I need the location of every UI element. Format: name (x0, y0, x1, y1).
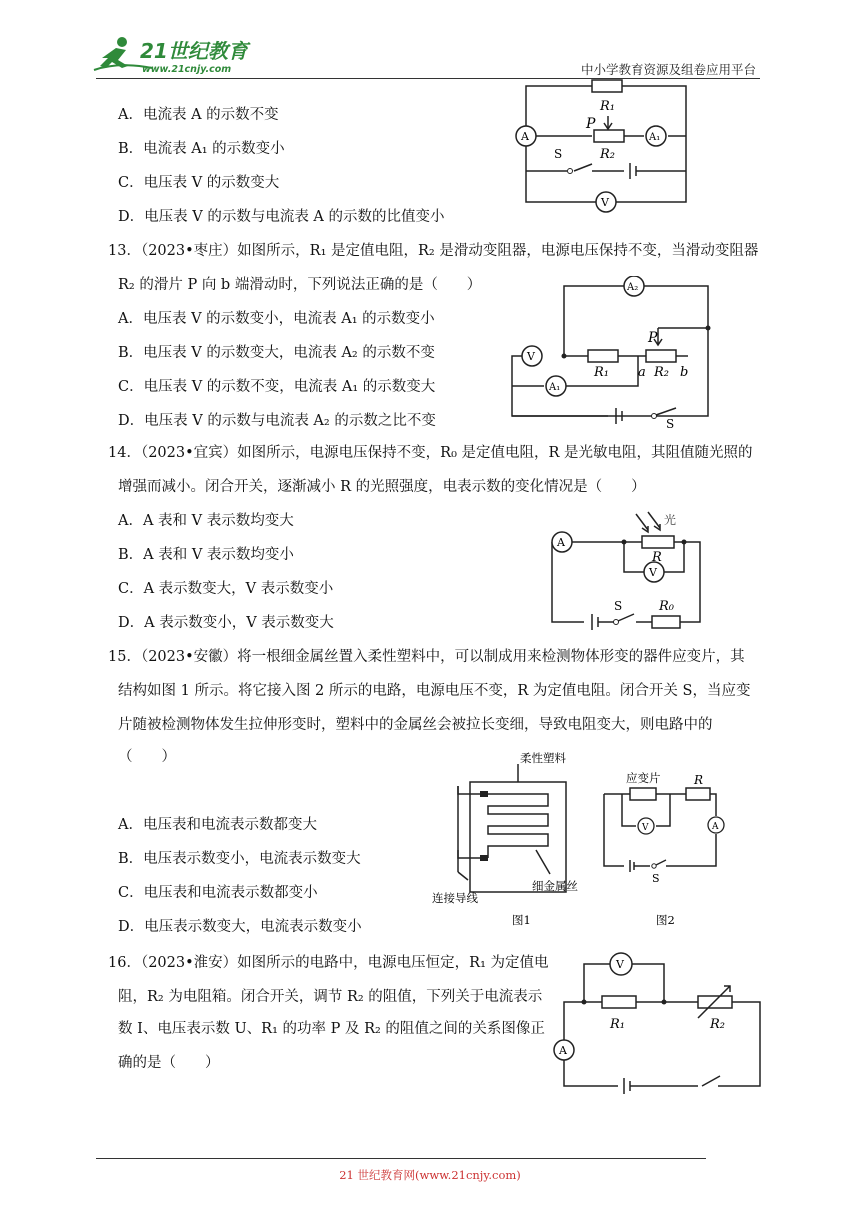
q15-caption-fig1: 图1 (512, 913, 531, 927)
q15-label-r: R (694, 773, 704, 787)
q15-label-a: A (712, 822, 719, 832)
q12-option-a: A．电流表 A 的示数不变 (118, 107, 279, 123)
q14-option-b: B．A 表和 V 表示数均变小 (118, 547, 294, 563)
logo-main-text: 21世纪教育 (140, 39, 248, 63)
q14-circuit-diagram (544, 506, 720, 636)
q12-label-a: A (521, 130, 529, 143)
q12-label-p: P (586, 116, 596, 132)
q15-option-b: B．电压表示数变小，电流表示数变大 (118, 851, 361, 867)
q12-label-r2: R₂ (600, 147, 615, 162)
q13-circuit-diagram (508, 276, 718, 428)
q13-label-s: S (666, 417, 675, 428)
q15-label-v: V (642, 823, 649, 833)
q12-option-b: B．电流表 A₁ 的示数变小 (118, 141, 285, 157)
q12-option-c: C．电压表 V 的示数变大 (118, 175, 280, 191)
q14-label-v: V (649, 566, 657, 579)
q14-stem-line2: 增强而减小。闭合开关，逐渐减小 R 的光照强度，电表示数的变化情况是（ ） (118, 479, 646, 495)
q16-stem-line3: 数 I、电压表示数 U、R₁ 的功率 P 及 R₂ 的阻值之间的关系图像正 (118, 1021, 545, 1037)
q12-option-d: D．电压表 V 的示数与电流表 A 的示数的比值变小 (118, 209, 445, 225)
q14-option-a: A．A 表和 V 表示数均变大 (118, 513, 294, 529)
q12-label-s: S (554, 147, 563, 161)
logo-url-text: www.21cnjy.com (142, 64, 232, 75)
q13-stem-line1: 13．（2023•枣庄）如图所示，R₁ 是定值电阻，R₂ 是滑动变阻器，电源电压保持不变，当滑动变阻器 (108, 243, 759, 259)
q14-option-d: D．A 表示数变小，V 表示数变大 (118, 615, 334, 631)
q15-label-plastic: 柔性塑料 (520, 751, 566, 765)
q15-label-wire-lead: 连接导线 (432, 891, 478, 905)
footer-link[interactable]: 21 世纪教育网(www.21cnjy.com) (339, 1168, 521, 1182)
q15-label-gauge: 应变片 (626, 771, 661, 785)
q13-label-a: a (638, 365, 646, 380)
q15-label-s: S (652, 872, 660, 885)
q12-resistor-r2 (594, 130, 624, 142)
q14-label-a: A (557, 536, 565, 549)
q14-stem-line1: 14．（2023•宜宾）如图所示，电源电压保持不变，R₀ 是定值电阻，R 是光敏电阻，其阻值随光照的 (108, 445, 753, 461)
q12-label-a1: A₁ (649, 132, 661, 143)
footer-rule (96, 1158, 706, 1159)
q16-label-r1: R₁ (610, 1017, 625, 1032)
q13-option-d: D．电压表 V 的示数与电流表 A₂ 的示数之比不变 (118, 413, 436, 429)
q12-resistor-r1 (592, 80, 622, 92)
q15-stem-line3: 片随被检测物体发生拉伸形变时，塑料中的金属丝会被拉长变细，导致电阻变大，则电路中的 (118, 717, 713, 733)
q14-label-s: S (614, 599, 623, 613)
q15-option-a: A．电压表和电流表示数都变大 (118, 817, 317, 833)
q15-stem-line2: 结构如图 1 所示。将它接入图 2 所示的电路，电源电压不变，R 为定值电阻。闭合开关 S，当应变 (118, 683, 751, 699)
q15-stem-line1: 15．（2023•安徽）将一根细金属丝置入柔性塑料中，可以制成用来检测物体形变的器件应变片，其 (108, 649, 745, 665)
q13-label-a1: A₁ (549, 382, 561, 393)
q13-label-p: P (648, 330, 658, 346)
q15-figure-2-circuit (596, 770, 728, 930)
q14-label-r0: R₀ (659, 599, 674, 614)
site-logo (92, 34, 262, 78)
q14-option-c: C．A 表示数变大，V 表示数变小 (118, 581, 334, 597)
q15-stem-line4: （ ） (118, 749, 176, 765)
q15-option-d: D．电压表示数变大，电流表示数变小 (118, 919, 362, 935)
q14-label-light: 光 (664, 513, 677, 527)
q13-label-a2: A₂ (627, 282, 639, 293)
q16-stem-line4: 确的是（ ） (118, 1055, 220, 1071)
q13-stem-line2: R₂ 的滑片 P 向 b 端滑动时，下列说法正确的是（ ） (118, 277, 482, 293)
q14-label-r: R (652, 550, 662, 565)
q13-label-b: b (680, 365, 689, 380)
q16-label-a: A (559, 1044, 567, 1057)
q16-label-r2: R₂ (710, 1017, 725, 1032)
q12-label-r1: R₁ (600, 99, 615, 114)
q16-stem-line2: 阻，R₂ 为电阻箱。闭合开关，调节 R₂ 的阻值，下列关于电流表示 (118, 989, 543, 1005)
q15-option-c: C．电压表和电流表示数都变小 (118, 885, 318, 901)
q12-circuit-diagram (512, 76, 692, 216)
q13-option-b: B．电压表 V 的示数变大，电流表 A₂ 的示数不变 (118, 345, 435, 361)
q15-caption-fig2: 图2 (656, 913, 675, 927)
q16-label-v: V (616, 958, 624, 971)
q13-option-a: A．电压表 V 的示数变小，电流表 A₁ 的示数变小 (118, 311, 435, 327)
q13-label-r2: R₂ (654, 365, 669, 380)
platform-title: 中小学教育资源及组卷应用平台 (580, 62, 756, 77)
q13-option-c: C．电压表 V 的示数不变，电流表 A₁ 的示数变大 (118, 379, 436, 395)
q16-circuit-diagram (548, 946, 766, 1094)
q16-stem-line1: 16．（2023•淮安）如图所示的电路中，电源电压恒定，R₁ 为定值电 (108, 955, 549, 971)
q13-label-r1: R₁ (594, 365, 609, 380)
q13-label-v: V (527, 350, 535, 363)
q12-label-v: V (601, 196, 609, 209)
q15-label-metal-wire: 细金属丝 (532, 879, 578, 893)
q15-figure-1-strain-gauge (428, 750, 592, 930)
